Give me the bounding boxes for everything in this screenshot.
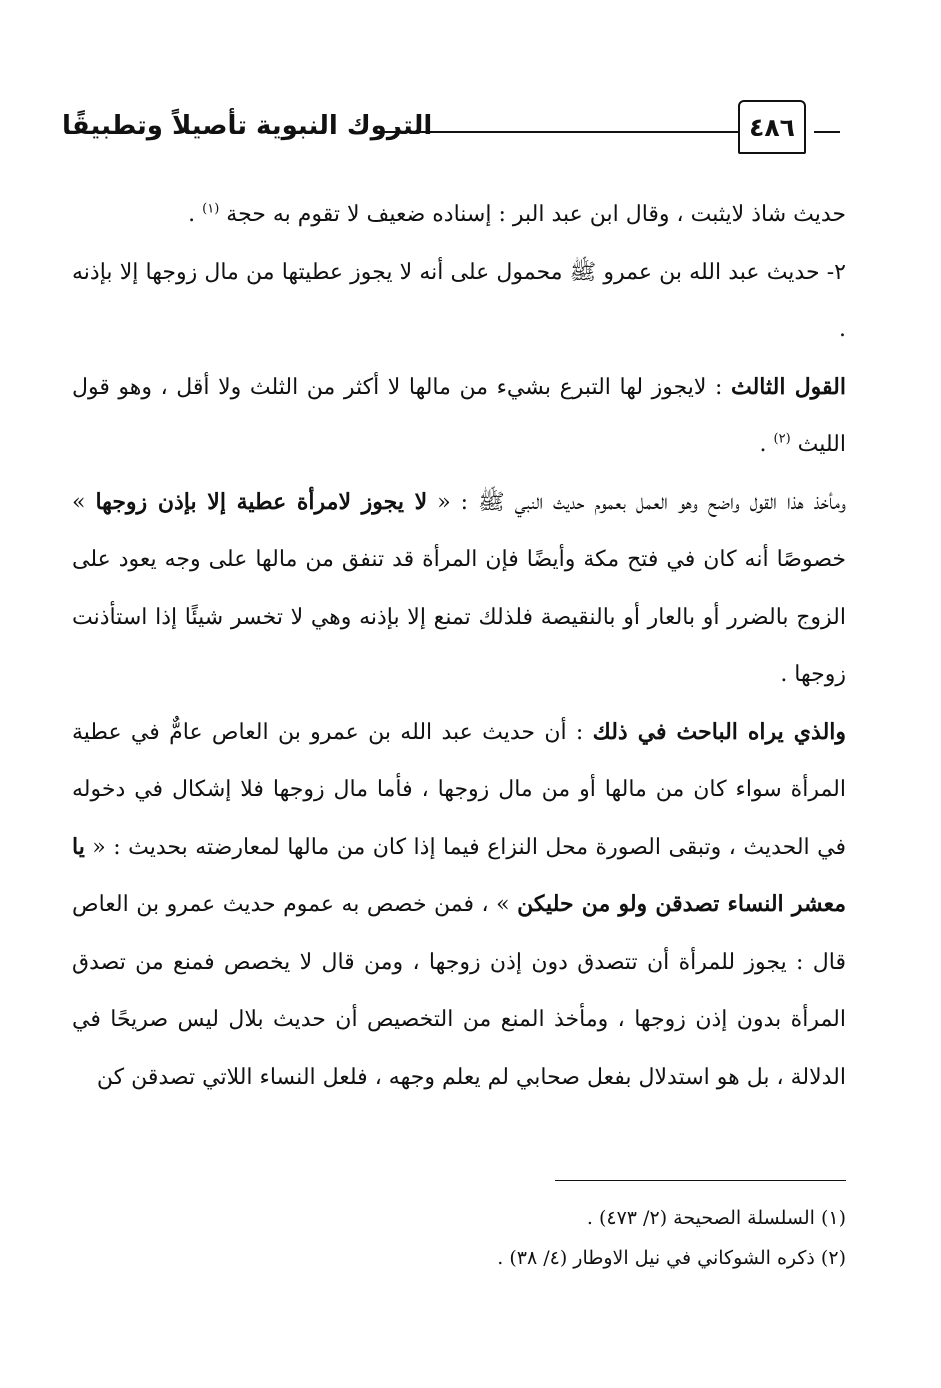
footnote: (١) السلسلة الصحيحة (٢/ ٤٧٣) . — [586, 1207, 846, 1229]
paragraph: ومأخذ هذا القول واضح وهو العمل بعموم حديث النبي ﷺ : « لا يجوز لامرأة عطية إلا بإذن زوجها » خصوصًا أنه كان في فتح مكة وأيضًا فإن المرأة قد تنفق من مالها على وجه يعود على الزوج بالضرر أو بالعار أو بالنقيصة فلذلك تمنع إلا بإذنه وهي لا تخسر شيئًا إذا استأذنت زوجها . — [72, 488, 846, 687]
footnote-ref[interactable]: (١) — [202, 201, 220, 217]
page-number: ٤٨٦ — [738, 100, 806, 154]
paragraph: ٢- حديث عبد الله بن عمرو ﷺ محمول على أنه لا يجوز عطيتها من مال زوجها إلا بإذنه . — [72, 259, 846, 342]
footnote-ref[interactable]: (٢) — [773, 431, 791, 447]
header-rule — [380, 131, 772, 133]
section-lead: والذي يراه الباحث في ذلك — [592, 718, 847, 745]
paragraph: حديث شاذ لايثبت ، وقال ابن عبد البر : إسناده ضعيف لا تقوم به حجة $^{(١)}$ . — [188, 201, 846, 227]
section-lead: القول الثالث — [731, 373, 846, 400]
paragraph: القول الثالث : لايجوز لها التبرع بشيء من مالها لا أكثر من الثلث ولا أقل ، وهو قول الليث $^{(٢)}$ . — [72, 373, 846, 457]
footnote: (٢) ذكره الشوكاني في نيل الاوطار (٤/ ٣٨) . — [497, 1247, 846, 1269]
page-header — [62, 96, 840, 160]
running-title: التروك النبوية تأصيلاً وتطبيقًا — [62, 111, 433, 141]
header-rule-end — [814, 131, 840, 133]
footnote-separator — [555, 1180, 846, 1181]
main-text — [72, 186, 846, 1106]
hadith-quote: لا يجوز لامرأة عطية إلا بإذن زوجها — [95, 488, 428, 515]
paragraph: والذي يراه الباحث في ذلك : أن حديث عبد الله بن عمرو بن العاص عامٌّ في عطية المرأة سواء كان من مالها أو من مال زوجها ، فأما مال زوجها فلا إشكال في دخوله في الحديث ، وتبقى الصورة محل النزاع فيما إذا كان من مالها لمعارضته بحديث : « يا معشر النساء تصدقن ولو من حليكن » ، فمن خصص به عموم حديث عمرو بن العاص قال : يجوز للمرأة أن تتصدق دون إذن زوجها ، ومن قال لا يخصص فمنع من تصدق المرأة بدون إذن زوجها ، ومأخذ المنع من التخصيص أن حديث بلال ليس صريحًا في الدلالة ، بل هو استدلال بفعل صحابي لم يعلم وجهه ، فلعل النساء اللاتي تصدقن كن — [72, 718, 847, 1090]
hadith-quote: يا معشر النساء تصدقن ولو من حليكن — [72, 833, 847, 917]
footnotes — [72, 1198, 846, 1278]
